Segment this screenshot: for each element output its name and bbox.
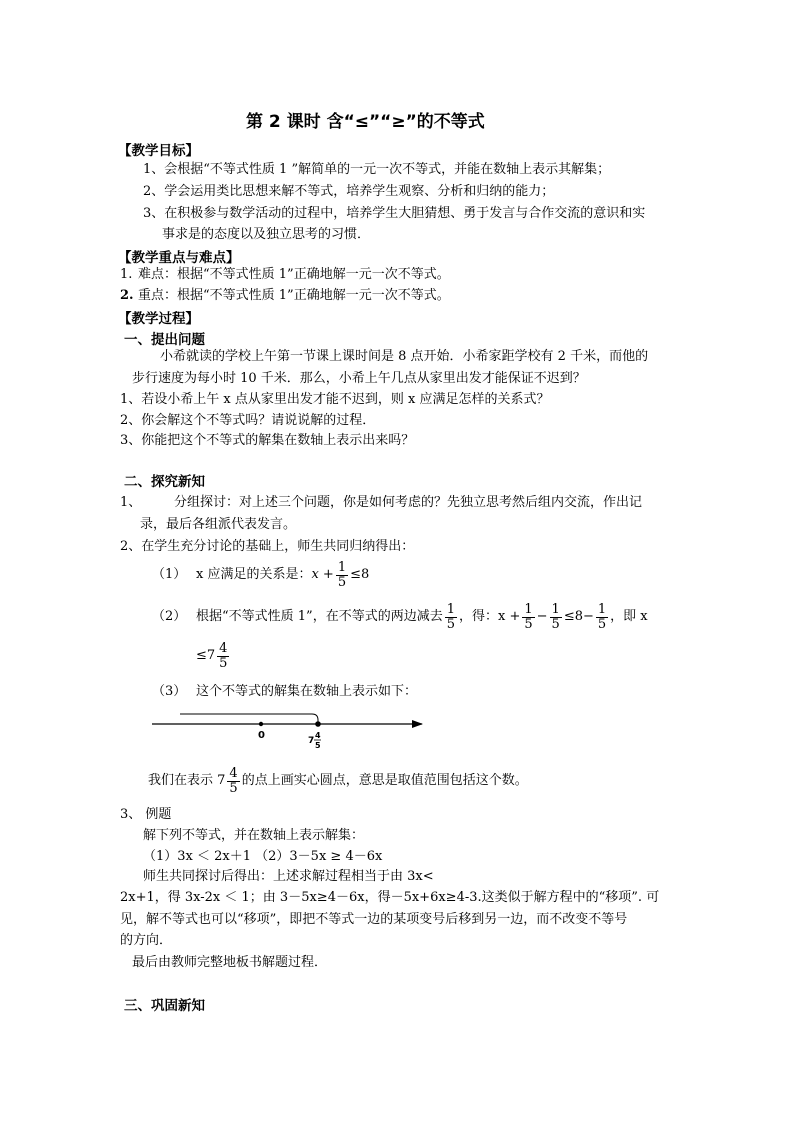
part1-heading: 一、提出问题 [124,332,205,348]
frac-den: 5 [597,616,607,632]
sub1-expr-a: x + [311,567,334,582]
sub2-line2 [196,638,231,674]
part1-para-line1: 小希就读的学校上午第一节课上课时间是 8 点开始．小希家距学校有 2 千米，而他的 [160,349,649,364]
example-last: 最后由教师完整地板书解题过程． [132,955,328,970]
fraction-4-5 [217,642,229,671]
key-item-2-num: 2. [120,288,134,303]
key-heading: 【教学重点与难点】 [118,250,240,266]
sub1-num: （1） [152,567,187,582]
solution-ray [180,714,318,724]
frac-den: 5 [524,616,533,632]
sub2-t4: ≤8− [563,609,594,624]
frac-num: 1 [551,601,560,617]
note-a: 我们在表示 7 [148,773,226,788]
sub2-line [196,599,648,635]
frac-num: 1 [597,601,607,617]
key-item-1: 难点：根据“不等式性质 1”正确地解一元一次不等式。 [138,267,450,282]
frac-den: 5 [337,574,347,590]
goals-heading: 【教学目标】 [118,143,199,159]
example-text-2: 2x+1，得 3x-2x ＜ 1；由 3－5x≥4－6x，得－5x+6x≥4-3.这类似于解方程中的“移项”. 可 [120,890,660,905]
fraction-1-5 [522,603,534,632]
frac-num: 1 [337,559,347,575]
number-line [140,700,440,756]
solid-point [315,721,321,727]
question-3: 3、你能把这个不等式的解集在数轴上表示出来吗？ [120,433,415,448]
frac-den: 5 [551,616,560,632]
example-text-1: 师生共同探讨后得出：上述求解过程相当于由 3x< [143,869,434,884]
question-2: 2、你会解这个不等式吗？请说说解的过程． [120,413,376,428]
example-list: （1）3x ＜ 2x＋1 （2）3－5x ≥ 4－6x [143,849,383,864]
axis-arrow-icon [412,720,423,728]
sub2-t2: ，得：x + [458,609,521,624]
example-intro: 解下列不等式，并在数轴上表示解集： [143,828,365,843]
frac-den: 5 [229,780,238,796]
frac-num: 1 [524,601,533,617]
fraction-1-5 [336,561,348,590]
frac-den: 5 [446,616,455,632]
key-item-1-num: 1. [120,267,133,282]
frac-num: 4 [229,765,238,781]
page-title: 第 2 课时 含“≤”“≥”的不等式 [246,112,485,132]
process-heading: 【教学过程】 [118,311,199,327]
item1-line2: 录，最后各组派代表发言。 [140,517,297,532]
item1-line1: 分组探讨：对上述三个问题，你是如何考虑的？先独立思考然后组内交流，作出记 [174,495,643,510]
sub3-text: 这个不等式的解集在数轴上表示如下： [196,684,418,699]
sub2-num: （2） [152,609,187,624]
note-line [148,763,528,799]
goal-item-2: 2、学会运用类比思想来解不等式，培养学生观察、分析和归纳的能力； [143,184,555,199]
item3: 3、 例题 [120,807,172,822]
goal-item-3-cont: 事求是的态度以及独立思考的习惯． [162,227,371,242]
fraction-4-5 [227,767,239,796]
part3-heading: 三、巩固新知 [124,998,205,1014]
sub2-t5: ，即 x [610,609,648,624]
point-den-label: 5 [315,741,321,750]
goal-item-3: 3、在积极参与数学活动的过程中，培养学生大胆猜想、勇于发言与合作交流的意识和实 [143,206,646,221]
sub2-t6: ≤7 [196,648,216,663]
zero-tick-dot [259,722,263,726]
zero-label: 0 [258,730,265,741]
frac-num: 4 [219,640,228,656]
question-1: 1、若设小希上午 x 点从家里出发才能不迟到，则 x 应满足怎样的关系式？ [120,392,550,407]
example-text-3: 见，解不等式也可以“移项”，即把不等式一边的某项变号后移到另一边，而不改变不等号 [120,912,628,927]
fraction-1-5 [445,603,457,632]
goal-item-1: 1、会根据“不等式性质 1 ”解简单的一元一次不等式，并能在数轴上表示其解集； [143,162,611,177]
part2-heading: 二、探究新知 [124,474,205,490]
note-b: 的点上画实心圆点，意思是取值范围包括这个数。 [241,773,528,788]
key-item-2: 重点：根据“不等式性质 1”正确地解一元一次不等式。 [138,288,450,303]
fraction-1-5 [596,603,608,632]
part1-para-line2: 步行速度为每小时 10 千米．那么，小希上午几点从家里出发才能保证不迟到？ [132,371,586,386]
fraction-1-5 [550,603,562,632]
item1-num: 1、 [120,495,142,510]
sub3-num: （3） [152,684,187,699]
frac-num: 1 [446,601,455,617]
sub1-expr-b: ≤8 [350,567,370,582]
sub2-text: 根据“不等式性质 1”，在不等式的两边减去 [196,609,443,624]
sub2-t3: − [536,609,548,624]
point-whole-label: 7 [308,736,315,746]
sub1-text: x 应满足的关系是： [196,567,312,582]
sub1-line [196,557,369,593]
point-num-label: 4 [315,731,321,740]
frac-den: 5 [219,655,228,671]
item2: 2、在学生充分讨论的基础上，师生共同归纳得出： [120,539,415,554]
example-text-4: 的方向． [120,933,173,948]
